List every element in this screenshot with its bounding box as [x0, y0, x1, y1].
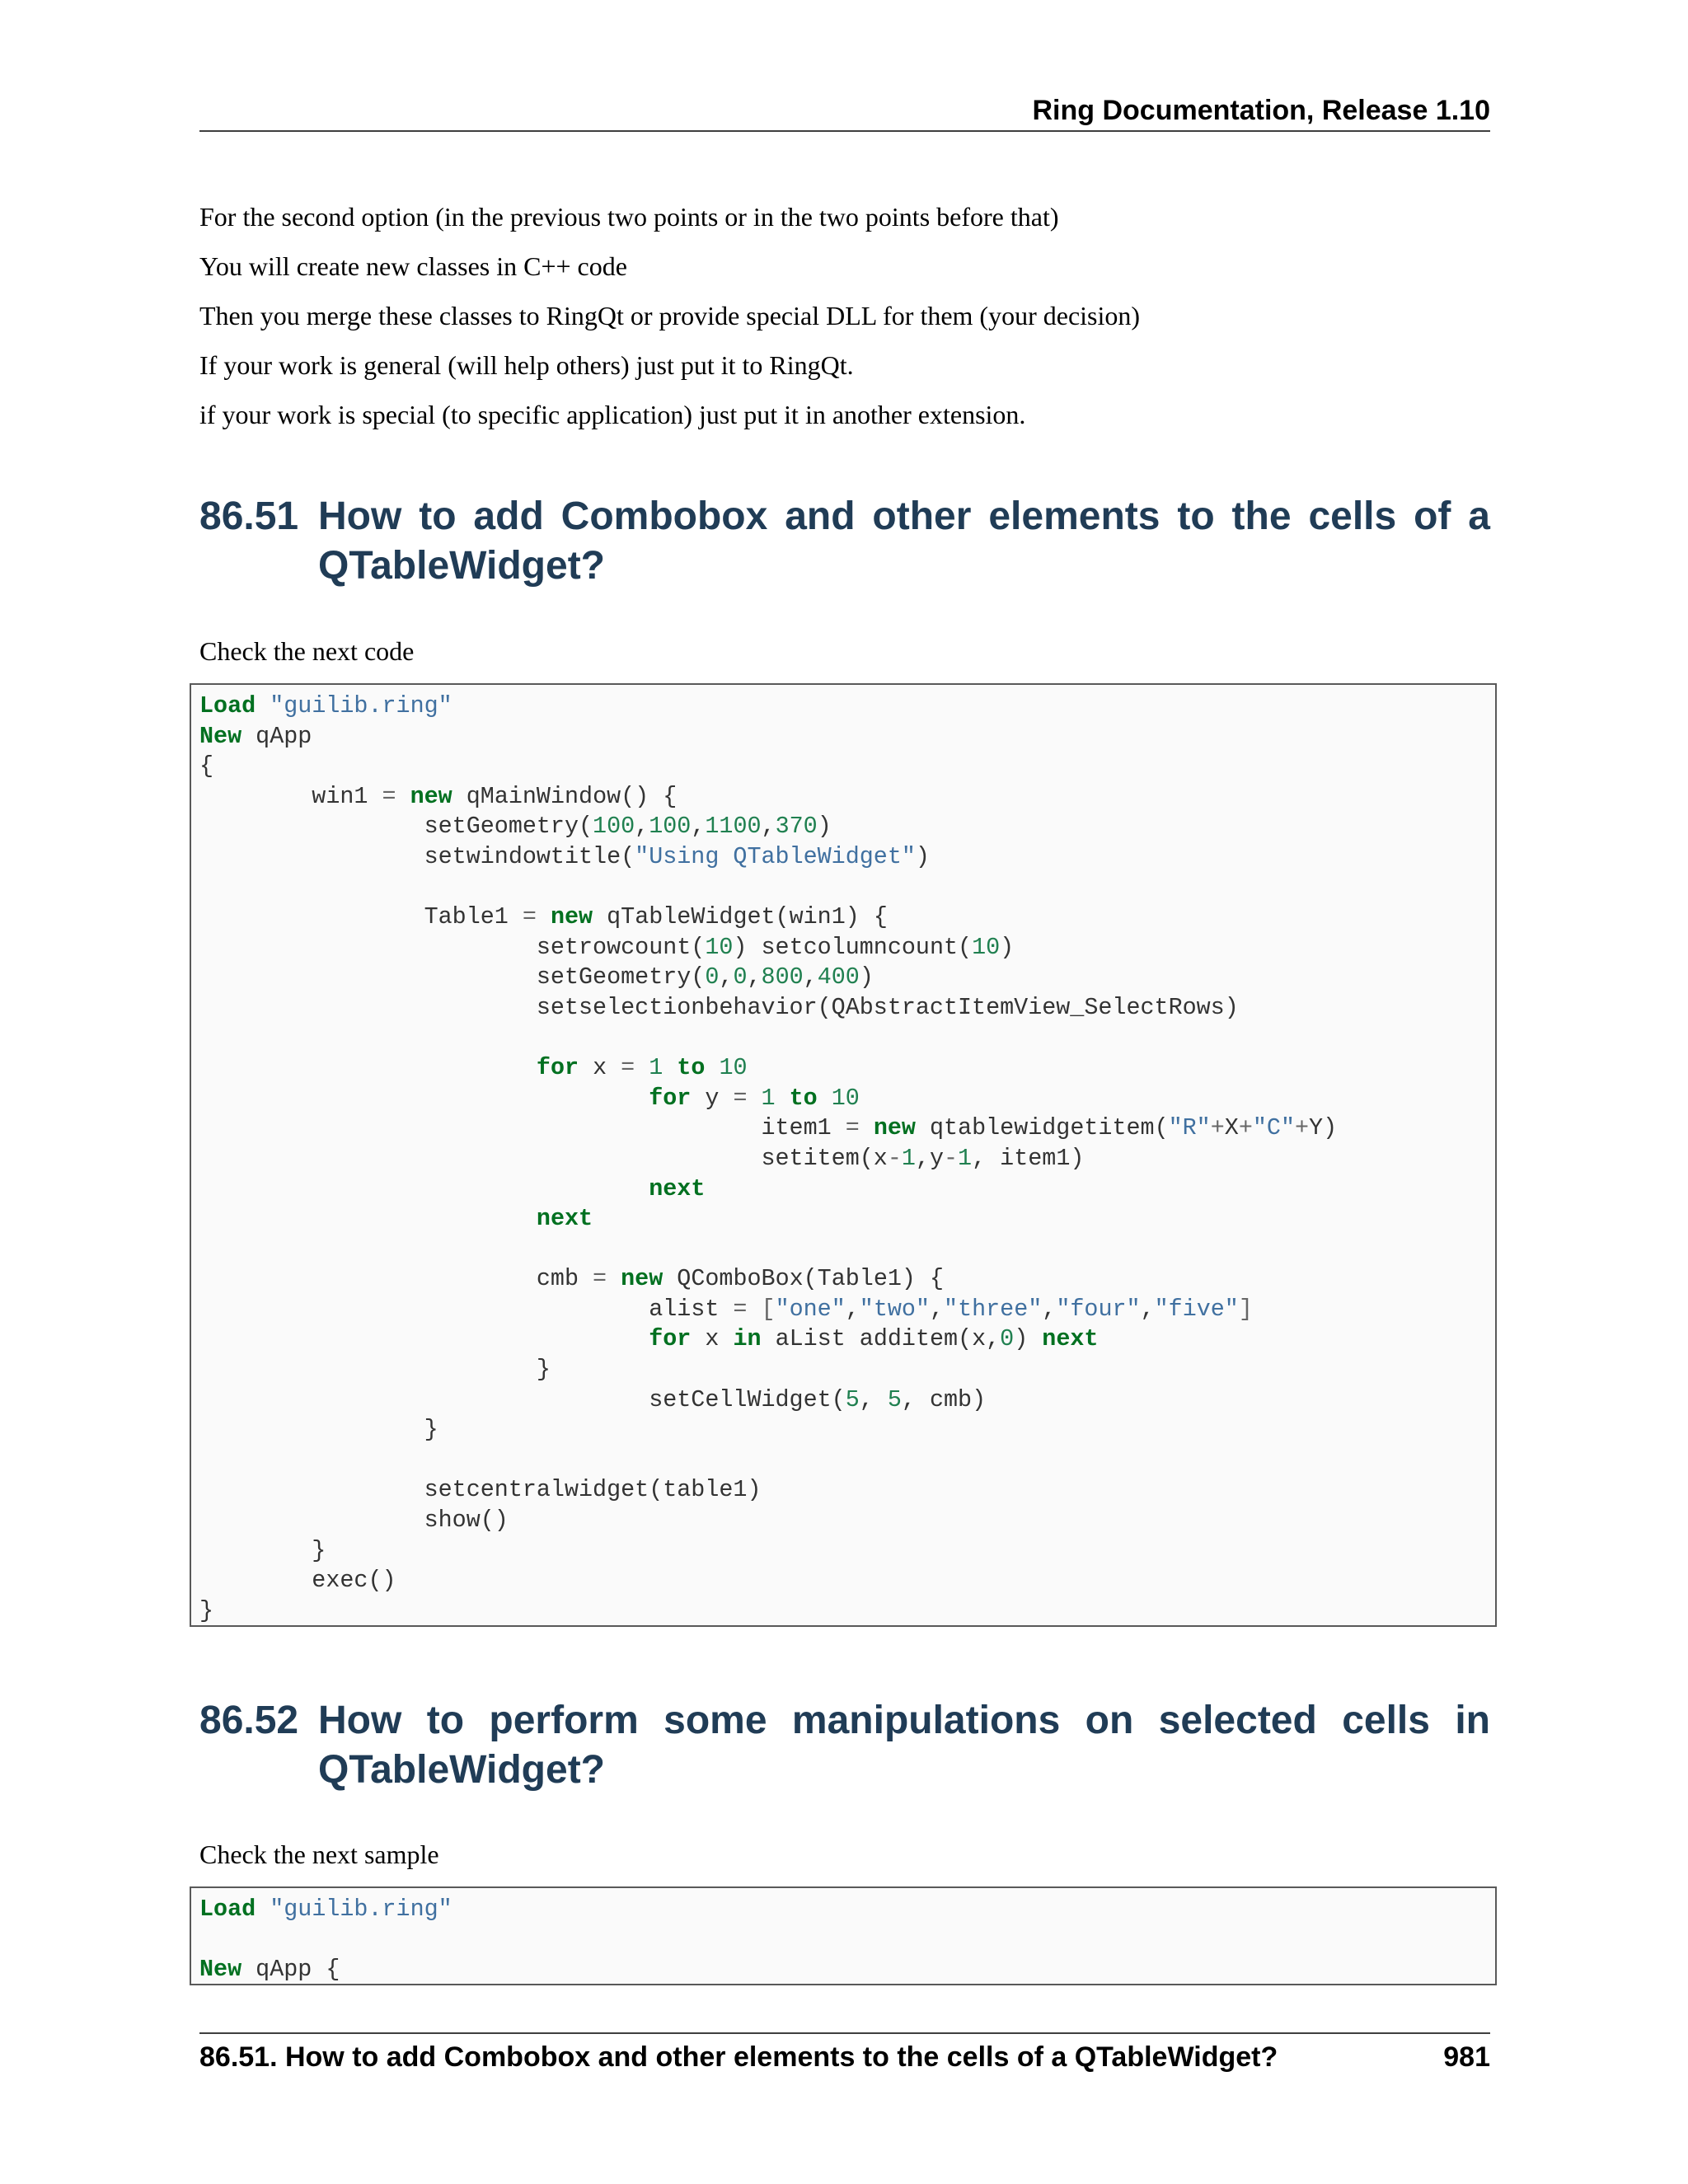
- code-text: item1: [199, 1114, 846, 1142]
- code-text: ): [1000, 933, 1015, 961]
- code-text: ,: [845, 1295, 860, 1323]
- code-line: [199, 1597, 213, 1624]
- code-number: 1: [958, 1144, 973, 1172]
- code-line: [199, 752, 213, 780]
- code-text: y: [691, 1084, 734, 1112]
- code-number: 100: [649, 813, 692, 841]
- code-text: ,: [1042, 1295, 1057, 1323]
- code-text: win1: [199, 782, 382, 810]
- code-text: }: [199, 1596, 214, 1624]
- code-text: setselectionbehavior(QAbstractItemView_SelectRows): [199, 993, 1239, 1021]
- code-text: qApp: [241, 722, 312, 750]
- code-operator: +: [1295, 1114, 1310, 1142]
- code-line: [199, 1205, 593, 1232]
- code-keyword: Load: [199, 1896, 256, 1923]
- code-operator: =: [522, 903, 537, 931]
- code-text: [199, 1085, 649, 1112]
- section-intro: Check the next sample: [199, 1840, 439, 1869]
- code-operator: =: [621, 1054, 635, 1082]
- code-block-selected-cells: [190, 1886, 1497, 1985]
- code-operator: [: [761, 1295, 776, 1323]
- code-string: "Using QTableWidget": [635, 842, 916, 870]
- code-line: [199, 1537, 326, 1564]
- code-keyword: New: [199, 722, 242, 750]
- code-string: "four": [1056, 1295, 1141, 1323]
- code-text: ): [1014, 1325, 1043, 1353]
- code-keyword: new: [621, 1265, 663, 1293]
- code-text: ): [817, 813, 832, 841]
- code-text: setcentralwidget(table1): [199, 1476, 762, 1504]
- code-line: [199, 1416, 438, 1443]
- code-text: [635, 1054, 649, 1081]
- code-line: [199, 843, 930, 870]
- code-text: ,: [747, 963, 762, 991]
- code-line: [199, 1054, 748, 1081]
- code-text: ,: [719, 963, 734, 991]
- page-footer: [199, 2037, 1490, 2077]
- code-text: ) setcolumncount(: [733, 933, 973, 961]
- code-text: }: [199, 1356, 551, 1384]
- code-operator: =: [845, 1114, 860, 1142]
- code-number: 800: [761, 963, 804, 991]
- section-intro: Check the next code: [199, 636, 415, 666]
- code-keyword: new: [873, 1114, 916, 1142]
- code-text: X: [1224, 1114, 1239, 1142]
- code-text: [860, 1114, 874, 1141]
- code-text: ): [859, 963, 874, 991]
- code-line: [199, 1265, 944, 1292]
- code-text: [396, 783, 410, 810]
- code-keyword: next: [649, 1174, 706, 1202]
- code-operator: =: [733, 1295, 748, 1323]
- code-line: [199, 783, 677, 810]
- code-text: [818, 1085, 832, 1112]
- code-text: [256, 692, 270, 719]
- code-line: [199, 1296, 1253, 1323]
- code-text: ,: [803, 963, 818, 991]
- code-text: [199, 1175, 649, 1202]
- code-text: x: [691, 1325, 734, 1353]
- page-number: 981: [1443, 2041, 1490, 2073]
- code-string: "five": [1154, 1295, 1239, 1323]
- section-title: How to add Combobox and other elements to the cells of a QTableWidget?: [318, 494, 1490, 588]
- code-line: [199, 1085, 860, 1112]
- code-line: [199, 1507, 509, 1534]
- code-string: "two": [859, 1295, 930, 1323]
- code-text: qMainWindow() {: [452, 782, 678, 810]
- code-line: [199, 1956, 340, 1983]
- code-line: [199, 813, 832, 840]
- code-text: x: [579, 1054, 621, 1082]
- code-number: 0: [705, 963, 720, 991]
- code-text: [748, 1085, 762, 1112]
- code-text: ,: [859, 1385, 888, 1413]
- code-text: ,: [1140, 1295, 1155, 1323]
- body-paragraph: Then you merge these classes to RingQt or provide special DLL for them (your decision): [199, 301, 1141, 330]
- code-string: "R": [1168, 1114, 1211, 1142]
- code-line: [199, 1356, 551, 1383]
- body-paragraph: You will create new classes in C++ code: [199, 251, 627, 281]
- code-text: ,: [691, 813, 706, 841]
- code-keyword: in: [733, 1325, 762, 1353]
- code-line: [199, 1175, 705, 1202]
- section-title: How to perform some manipulations on selected cells in QTableWidget?: [318, 1699, 1490, 1792]
- code-operator: =: [593, 1265, 607, 1293]
- code-operator: =: [733, 1084, 748, 1112]
- section-heading-86-52: [199, 1696, 1490, 1795]
- code-block-combobox: [190, 683, 1497, 1627]
- code-keyword: new: [410, 782, 452, 810]
- code-text: ,: [635, 813, 649, 841]
- code-text: exec(): [199, 1567, 396, 1595]
- body-paragraph: For the second option (in the previous two points or in the two points before that): [199, 202, 1059, 232]
- code-text: {: [199, 752, 214, 780]
- code-keyword: Load: [199, 692, 256, 719]
- code-line: [199, 692, 452, 719]
- code-line: [199, 1567, 396, 1594]
- running-header: Ring Documentation, Release 1.10: [1032, 95, 1490, 126]
- code-text: [256, 1896, 270, 1923]
- code-number: 10: [719, 1054, 748, 1082]
- code-text: ,y: [915, 1144, 944, 1172]
- code-keyword: next: [536, 1205, 593, 1233]
- code-text: qtablewidgetitem(: [915, 1114, 1169, 1142]
- code-operator: +: [1238, 1114, 1253, 1142]
- code-string: "C": [1252, 1114, 1295, 1142]
- code-string: "three": [944, 1295, 1043, 1323]
- code-line: [199, 963, 874, 991]
- code-text: [537, 903, 551, 930]
- code-line: [199, 1325, 1098, 1352]
- section-heading-86-51: [199, 492, 1490, 591]
- code-text: , item1): [972, 1144, 1085, 1172]
- code-text: Y): [1309, 1114, 1338, 1142]
- code-text: }: [199, 1416, 438, 1444]
- code-number: 400: [817, 963, 860, 991]
- code-text: setCellWidget(: [199, 1385, 846, 1413]
- code-keyword: to: [789, 1084, 818, 1112]
- code-text: , cmb): [901, 1385, 987, 1413]
- code-text: [199, 1325, 649, 1352]
- code-text: setitem(x: [199, 1144, 888, 1172]
- code-line: [199, 903, 888, 930]
- code-line: [199, 1145, 1084, 1172]
- code-number: 1: [649, 1054, 663, 1082]
- code-number: 10: [831, 1084, 860, 1112]
- code-line: [199, 723, 312, 750]
- code-text: setrowcount(: [199, 933, 706, 961]
- code-number: 100: [593, 813, 635, 841]
- code-text: [705, 1054, 719, 1081]
- code-text: [663, 1054, 677, 1081]
- code-text: }: [199, 1536, 326, 1564]
- header-rule: [199, 130, 1490, 132]
- code-text: qTableWidget(win1) {: [593, 903, 888, 931]
- code-text: ): [915, 842, 930, 870]
- code-text: [747, 1296, 761, 1323]
- code-text: [199, 1054, 537, 1081]
- code-number: 0: [733, 963, 748, 991]
- code-number: 5: [887, 1385, 902, 1413]
- code-number: 10: [705, 933, 734, 961]
- code-operator: ]: [1238, 1295, 1253, 1323]
- code-number: 5: [845, 1385, 860, 1413]
- code-text: setGeometry(: [199, 813, 593, 841]
- code-number: 0: [1000, 1325, 1015, 1353]
- code-text: [776, 1085, 790, 1112]
- code-number: 1100: [705, 813, 762, 841]
- code-number: 10: [972, 933, 1001, 961]
- code-operator: +: [1210, 1114, 1225, 1142]
- code-keyword: for: [649, 1084, 692, 1112]
- code-keyword: next: [1042, 1325, 1099, 1353]
- code-text: ,: [929, 1295, 945, 1323]
- code-line: [199, 934, 1014, 961]
- code-number: 1: [761, 1084, 776, 1112]
- code-operator: =: [382, 782, 396, 810]
- code-text: alist: [199, 1295, 734, 1323]
- code-line: [199, 1896, 452, 1923]
- code-text: aList additem(x,: [761, 1325, 1001, 1353]
- body-paragraph: if your work is special (to specific application) just put it in another extension.: [199, 400, 1026, 429]
- code-keyword: new: [550, 903, 593, 931]
- code-number: 370: [775, 813, 818, 841]
- code-keyword: to: [677, 1054, 706, 1082]
- code-text: qApp {: [241, 1956, 340, 1984]
- code-line: [199, 1114, 1337, 1141]
- code-listing: [199, 691, 1495, 1626]
- code-text: cmb: [199, 1265, 593, 1293]
- footer-rule: [199, 2032, 1490, 2034]
- code-text: ,: [761, 813, 776, 841]
- code-operator: -: [944, 1144, 959, 1172]
- code-string: "guilib.ring": [270, 692, 452, 719]
- footer-section-title: 86.51. How to add Combobox and other elements to the cells of a QTableWidget?: [199, 2041, 1278, 2073]
- code-text: [199, 1205, 537, 1232]
- code-text: setGeometry(: [199, 963, 706, 991]
- section-number: 86.52: [199, 1699, 299, 1742]
- code-operator: -: [887, 1144, 902, 1172]
- code-keyword: for: [649, 1325, 692, 1353]
- code-string: "one": [775, 1295, 846, 1323]
- code-text: Table1: [199, 903, 523, 931]
- code-line: [199, 1386, 986, 1413]
- code-text: show(): [199, 1507, 509, 1535]
- code-text: [607, 1265, 621, 1292]
- code-text: QComboBox(Table1) {: [663, 1265, 945, 1293]
- code-string: "guilib.ring": [270, 1896, 452, 1923]
- code-number: 1: [901, 1144, 916, 1172]
- code-text: setwindowtitle(: [199, 842, 635, 870]
- code-listing: [199, 1895, 1495, 1985]
- code-line: [199, 1476, 762, 1503]
- section-number: 86.51: [199, 494, 299, 538]
- body-paragraph: If your work is general (will help others) just put it to RingQt.: [199, 350, 854, 380]
- code-keyword: for: [536, 1054, 579, 1082]
- code-keyword: New: [199, 1956, 242, 1984]
- code-line: [199, 994, 1239, 1021]
